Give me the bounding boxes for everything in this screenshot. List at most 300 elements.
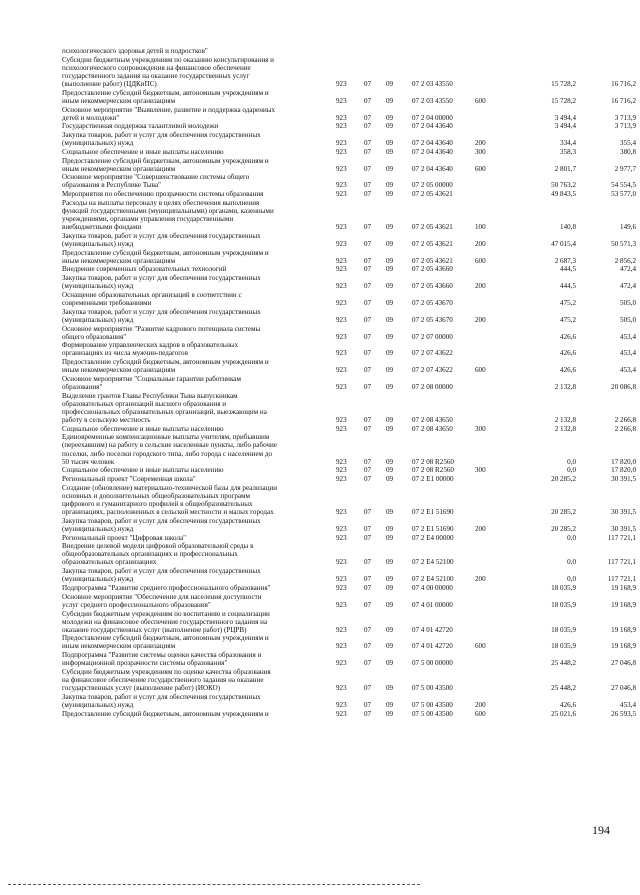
cell-pr: 09: [386, 600, 394, 609]
table-row: [0, 484, 640, 516]
cell-s2: 30 391,5: [611, 524, 636, 533]
row-name-line: Внедрение современных образовательных технологий: [62, 265, 227, 274]
cell-pr: 09: [386, 684, 394, 693]
cell-rz: 07: [364, 298, 372, 307]
row-name: [62, 484, 322, 516]
row-name-line: образования в Республике Тыва": [62, 181, 161, 190]
cell-vr: 200: [475, 282, 486, 291]
cell-rz: 07: [364, 415, 372, 424]
cell-pr: 09: [386, 239, 394, 248]
row-name-line: (муниципальных) нужд: [62, 315, 134, 324]
cell-pr: 09: [386, 366, 394, 375]
cell-s2: 117 721,1: [607, 533, 636, 542]
cell-s2: 2 266,8: [614, 424, 636, 433]
row-name-line: на финансовое обеспечение государственного задания на оказание: [62, 676, 264, 685]
row-name-line: Закупка товаров, работ и услуг для обеспечения государственных: [62, 231, 261, 240]
cell-csr: 07 2 08 00000: [412, 382, 453, 391]
cell-rz: 07: [364, 642, 372, 651]
row-name-line: Основное мероприятие "Социальные гарантии работникам: [62, 374, 241, 383]
table-row: [0, 634, 640, 650]
cell-rz: 07: [364, 239, 372, 248]
table-row: [0, 308, 640, 324]
cell-rz: 07: [364, 466, 372, 475]
cell-s2: 3 713,9: [614, 113, 636, 122]
cell-adm: 923: [336, 466, 347, 475]
cell-rz: 07: [364, 508, 372, 517]
row-name-line: Социальное обеспечение и иные выплаты населению: [62, 466, 224, 475]
row-name: [62, 106, 322, 122]
cell-adm: 923: [336, 524, 347, 533]
cell-s1: 20 285,2: [551, 524, 576, 533]
row-name-line: (муниципальных) нужд: [62, 239, 134, 248]
cell-csr: 07 4 01 42720: [412, 625, 453, 634]
cell-csr: 07 2 08 R2560: [412, 466, 454, 475]
row-name: [62, 693, 322, 709]
cell-s1: 0,0: [567, 558, 576, 567]
cell-s2: 19 168,9: [611, 600, 636, 609]
row-name-line: оказание государственных услуг (выполнение работ) (РЦРВ): [62, 625, 247, 634]
cell-csr: 07 2 05 43621: [412, 256, 453, 265]
cell-csr: 07 2 E4 52100: [412, 558, 454, 567]
cell-pr: 09: [386, 147, 394, 156]
row-name-line: организациях, расположенных в сельской местности и малых городах: [62, 508, 274, 517]
cell-csr: 07 2 E1 51690: [412, 524, 454, 533]
row-name-line: государственных услуг (выполнение работ) (ИОКО): [62, 684, 221, 693]
cell-csr: 07 5 00 43500: [412, 709, 453, 718]
row-name-line: психологического сопровождения на финансовое обеспечение: [62, 63, 251, 72]
cell-adm: 923: [336, 584, 347, 592]
cell-adm: 923: [336, 181, 347, 190]
table-row: [0, 584, 640, 592]
row-name-line: услуг среднего профессионального образования": [62, 600, 211, 609]
cell-s2: 17 820,0: [611, 457, 636, 466]
cell-s2: 472,4: [620, 265, 636, 274]
table-row: [0, 274, 640, 290]
cell-pr: 09: [386, 332, 394, 341]
table-row: [0, 47, 640, 55]
cell-pr: 09: [386, 139, 394, 148]
cell-pr: 09: [386, 659, 394, 668]
cell-pr: 09: [386, 642, 394, 651]
row-name-line: иным некоммерческим организациям: [62, 366, 176, 375]
cell-s1: 358,3: [560, 147, 576, 156]
cell-csr: 07 5 00 43500: [412, 684, 453, 693]
row-name-line: Расходы на выплаты персоналу в целях обеспечения выполнения: [62, 198, 260, 207]
row-name-line: Закупка товаров, работ и услуг для обеспечения государственных: [62, 692, 261, 701]
cell-s2: 453,4: [620, 332, 636, 341]
row-name-line: Основное мероприятие "Развитие кадрового потенциала системы: [62, 324, 261, 333]
cell-s1: 334,4: [560, 139, 576, 148]
row-name-line: (муниципальных) нужд: [62, 700, 134, 709]
cell-pr: 09: [386, 533, 394, 542]
table-row: [0, 517, 640, 533]
cell-adm: 923: [336, 239, 347, 248]
cell-pr: 09: [386, 475, 394, 484]
row-name: [62, 173, 322, 189]
cell-vr: 100: [475, 223, 486, 232]
cell-pr: 09: [386, 709, 394, 718]
cell-s1: 25 448,2: [551, 684, 576, 693]
cell-adm: 923: [336, 332, 347, 341]
cell-csr: 07 2 05 43670: [412, 298, 453, 307]
row-name: [62, 341, 322, 357]
row-name: [62, 375, 322, 391]
row-name-line: иным некоммерческим организациям: [62, 642, 176, 651]
cell-adm: 923: [336, 424, 347, 433]
cell-s1: 426,6: [560, 349, 576, 358]
cell-rz: 07: [364, 659, 372, 668]
row-name: [62, 425, 322, 433]
row-name-line: Государственная поддержка талантливой молодежи: [62, 122, 219, 131]
cell-adm: 923: [336, 659, 347, 668]
row-name: [62, 148, 322, 156]
table-row: [0, 651, 640, 667]
cell-csr: 07 2 04 43640: [412, 139, 453, 148]
cell-csr: 07 2 08 R2560: [412, 457, 454, 466]
row-name-line: (выполнение работ) (ЦДКиПС): [62, 79, 157, 88]
cell-pr: 09: [386, 298, 394, 307]
cell-adm: 923: [336, 642, 347, 651]
cell-pr: 09: [386, 415, 394, 424]
cell-s2: 2 856,2: [614, 256, 636, 265]
cell-adm: 923: [336, 190, 347, 199]
row-name-line: Оснащение образовательных организаций в соответствии с: [62, 290, 242, 299]
table-row: [0, 693, 640, 709]
row-name-line: Закупка товаров, работ и услуг для обеспечения государственных: [62, 567, 261, 576]
cell-s2: 472,4: [620, 282, 636, 291]
cell-adm: 923: [336, 79, 347, 88]
cell-adm: 923: [336, 508, 347, 517]
table-row: [0, 341, 640, 357]
cell-csr: 07 2 04 43640: [412, 122, 453, 131]
cell-csr: 07 2 05 43621: [412, 223, 453, 232]
row-name-line: психологического здоровья детей и подростков": [62, 47, 208, 55]
cell-csr: 07 2 04 43640: [412, 164, 453, 173]
cell-adm: 923: [336, 96, 347, 105]
row-name-line: работу в сельскую местность: [62, 415, 151, 424]
row-name-line: Основное мероприятие "Выявление, развитие и поддержка одаренных: [62, 105, 276, 114]
row-name-line: функций государственными (муниципальными) органами, казенными: [62, 206, 274, 215]
row-name-line: общего образования": [62, 332, 127, 341]
cell-rz: 07: [364, 223, 372, 232]
cell-pr: 09: [386, 315, 394, 324]
cell-rz: 07: [364, 524, 372, 533]
cell-adm: 923: [336, 256, 347, 265]
cell-vr: 300: [475, 147, 486, 156]
cell-csr: 07 2 E1 00000: [412, 475, 454, 484]
row-name-line: Предоставление субсидий бюджетным, автономным учреждениям и: [62, 88, 269, 97]
cell-rz: 07: [364, 625, 372, 634]
cell-rz: 07: [364, 147, 372, 156]
row-name: [62, 291, 322, 307]
row-name-line: Закупка товаров, работ и услуг для обеспечения государственных: [62, 516, 261, 525]
cell-rz: 07: [364, 349, 372, 358]
row-name-line: Предоставление субсидий бюджетным, автономным учреждениям и: [62, 358, 269, 367]
cell-s1: 50 763,2: [551, 181, 576, 190]
cell-adm: 923: [336, 575, 347, 584]
row-name-line: основных и дополнительных общеобразовательных программ: [62, 491, 250, 500]
cell-s1: 25 021,6: [551, 709, 576, 718]
row-name: [62, 308, 322, 324]
cell-adm: 923: [336, 113, 347, 122]
cell-s1: 47 015,4: [551, 239, 576, 248]
cell-pr: 09: [386, 700, 394, 709]
row-name: [62, 232, 322, 248]
row-name-line: Закупка товаров, работ и услуг для обеспечения государственных: [62, 131, 261, 139]
cell-adm: 923: [336, 600, 347, 609]
cell-s2: 149,6: [620, 223, 636, 232]
cell-rz: 07: [364, 684, 372, 693]
cell-pr: 09: [386, 122, 394, 131]
cell-s1: 2 132,8: [554, 424, 576, 433]
row-name: [62, 466, 322, 474]
table-row: [0, 325, 640, 341]
row-name: [62, 56, 322, 88]
table-row: [0, 157, 640, 173]
cell-s1: 0,0: [567, 533, 576, 542]
cell-pr: 09: [386, 584, 394, 592]
cell-rz: 07: [364, 190, 372, 199]
row-name-line: общеобразовательных организациях и профессиональных: [62, 550, 238, 559]
cell-s1: 426,6: [560, 332, 576, 341]
cell-s1: 18 035,9: [551, 642, 576, 651]
cell-s2: 453,4: [620, 366, 636, 375]
row-name-line: (муниципальных) нужд: [62, 575, 134, 584]
row-name: [62, 265, 322, 273]
row-name-line: образовательных организациях: [62, 558, 157, 567]
row-name: [62, 274, 322, 290]
cell-s1: 49 843,5: [551, 190, 576, 199]
row-name-line: молодежи на финансовое обеспечение государственного задания на: [62, 617, 268, 626]
cell-pr: 09: [386, 190, 394, 199]
row-name: [62, 190, 322, 198]
table-row: [0, 392, 640, 424]
cell-rz: 07: [364, 700, 372, 709]
cell-s2: 16 716,2: [611, 79, 636, 88]
row-name-line: образовательных организаций высшего образования и: [62, 399, 227, 408]
table-row: [0, 433, 640, 465]
row-name: [62, 392, 322, 424]
row-name-line: образования": [62, 382, 103, 391]
cell-csr: 07 2 E1 51690: [412, 508, 454, 517]
row-name: [62, 433, 322, 465]
row-name-line: Региональный проект "Цифровая школа": [62, 533, 187, 542]
row-name-line: Выделение грантов Главы Республики Тыва выпускникам: [62, 391, 238, 400]
cell-adm: 923: [336, 122, 347, 131]
cell-rz: 07: [364, 164, 372, 173]
cell-adm: 923: [336, 164, 347, 173]
cell-s1: 0,0: [567, 457, 576, 466]
cell-csr: 07 5 00 00000: [412, 659, 453, 668]
cell-pr: 09: [386, 96, 394, 105]
table-row: [0, 89, 640, 105]
cell-adm: 923: [336, 709, 347, 718]
cell-s2: 453,4: [620, 349, 636, 358]
cell-vr: 200: [475, 700, 486, 709]
table-row: [0, 668, 640, 692]
cell-adm: 923: [336, 382, 347, 391]
cell-s2: 16 716,2: [611, 96, 636, 105]
row-name: [62, 593, 322, 609]
cell-s2: 19 168,9: [611, 642, 636, 651]
row-name-line: Подпрограмма "Развитие системы оценки качества образования и: [62, 651, 262, 660]
cell-s2: 2 977,7: [614, 164, 636, 173]
row-name-line: Субсидии бюджетным учреждениям по воспитанию и социализации: [62, 609, 270, 618]
cell-csr: 07 2 03 43550: [412, 96, 453, 105]
cell-csr: 07 2 05 43621: [412, 190, 453, 199]
table-row: [0, 199, 640, 231]
cell-rz: 07: [364, 575, 372, 584]
cell-pr: 09: [386, 575, 394, 584]
cell-vr: 200: [475, 315, 486, 324]
cell-rz: 07: [364, 709, 372, 718]
cell-pr: 09: [386, 256, 394, 265]
row-name: [62, 47, 322, 55]
cell-s1: 426,6: [560, 700, 576, 709]
cell-vr: 600: [475, 366, 486, 375]
cell-csr: 07 4 01 00000: [412, 600, 453, 609]
row-name: [62, 131, 322, 147]
cell-s1: 20 285,2: [551, 475, 576, 484]
table-row: [0, 122, 640, 130]
cell-s1: 18 035,9: [551, 600, 576, 609]
row-name: [62, 249, 322, 265]
row-name: [62, 199, 322, 231]
cell-pr: 09: [386, 457, 394, 466]
table-row: [0, 131, 640, 147]
row-name-line: Основное мероприятие "Совершенствование системы общего: [62, 173, 250, 182]
cell-s2: 355,4: [620, 139, 636, 148]
cell-adm: 923: [336, 533, 347, 542]
cell-s1: 18 035,9: [551, 584, 576, 592]
cell-pr: 09: [386, 282, 394, 291]
cell-s2: 30 391,5: [611, 475, 636, 484]
table-row: [0, 291, 640, 307]
table-row: [0, 375, 640, 391]
row-name-line: Основное мероприятие "Обеспечение для населения доступности: [62, 592, 262, 601]
cell-adm: 923: [336, 265, 347, 274]
cell-csr: 07 2 E4 00000: [412, 533, 454, 542]
cell-s1: 2 687,3: [554, 256, 576, 265]
row-name-line: детей и молодежи": [62, 113, 120, 122]
cell-adm: 923: [336, 315, 347, 324]
cell-s1: 2 132,8: [554, 415, 576, 424]
cell-s2: 453,4: [620, 700, 636, 709]
row-name-line: Мероприятия по обеспечению прозрачности системы образования: [62, 190, 264, 199]
cell-csr: 07 2 03 43550: [412, 79, 453, 88]
row-name: [62, 358, 322, 374]
cell-adm: 923: [336, 700, 347, 709]
table-row: [0, 358, 640, 374]
row-name-line: Социальное обеспечение и иные выплаты населению: [62, 424, 224, 433]
table-row: [0, 542, 640, 566]
row-name-line: Закупка товаров, работ и услуг для обеспечения государственных: [62, 307, 261, 316]
cell-s2: 27 046,8: [611, 684, 636, 693]
cell-adm: 923: [336, 415, 347, 424]
row-name-line: современными требованиями: [62, 298, 152, 307]
cell-s1: 0,0: [567, 575, 576, 584]
cell-s1: 0,0: [567, 466, 576, 475]
cell-rz: 07: [364, 139, 372, 148]
cell-csr: 07 2 04 43640: [412, 147, 453, 156]
row-name-line: Подпрограмма "Развитие среднего профессионального образования": [62, 584, 271, 592]
table-row: [0, 610, 640, 634]
cell-rz: 07: [364, 600, 372, 609]
cell-rz: 07: [364, 558, 372, 567]
cell-s2: 50 571,3: [611, 239, 636, 248]
cell-adm: 923: [336, 282, 347, 291]
row-name-line: Региональный проект "Современная школа": [62, 475, 196, 484]
cell-rz: 07: [364, 584, 372, 592]
cell-rz: 07: [364, 122, 372, 131]
cell-vr: 200: [475, 524, 486, 533]
row-name-line: Закупка товаров, работ и услуг для обеспечения государственных: [62, 274, 261, 283]
cell-rz: 07: [364, 96, 372, 105]
cell-s1: 426,6: [560, 366, 576, 375]
table-row: [0, 265, 640, 273]
cell-rz: 07: [364, 475, 372, 484]
cell-s1: 2 132,8: [554, 382, 576, 391]
cell-rz: 07: [364, 382, 372, 391]
cell-rz: 07: [364, 79, 372, 88]
cell-s2: 17 820,0: [611, 466, 636, 475]
cell-s2: 27 046,8: [611, 659, 636, 668]
row-name-line: Предоставление субсидий бюджетным, автономным учреждениям и: [62, 709, 269, 718]
cell-pr: 09: [386, 558, 394, 567]
cell-s2: 53 577,0: [611, 190, 636, 199]
row-name-line: (муниципальных) нужд: [62, 139, 134, 148]
cell-adm: 923: [336, 558, 347, 567]
row-name-line: Внедрение целевой модели цифровой образовательной среды в: [62, 542, 254, 551]
cell-vr: 600: [475, 256, 486, 265]
cell-rz: 07: [364, 282, 372, 291]
row-name: [62, 517, 322, 533]
cell-pr: 09: [386, 508, 394, 517]
row-name-line: Единовременные компенсационные выплаты учителям, прибывшим: [62, 433, 270, 442]
cell-s1: 3 494,4: [554, 113, 576, 122]
cell-s1: 25 448,2: [551, 659, 576, 668]
table-row: [0, 710, 640, 718]
table-row: [0, 593, 640, 609]
row-name: [62, 475, 322, 483]
cell-csr: 07 4 01 42720: [412, 642, 453, 651]
cell-csr: 07 2 05 43670: [412, 315, 453, 324]
cell-pr: 09: [386, 79, 394, 88]
cell-pr: 09: [386, 524, 394, 533]
cell-s2: 117 721,1: [607, 558, 636, 567]
row-name-line: Формирование управленческих кадров в образовательных: [62, 341, 239, 350]
cell-s2: 20 086,8: [611, 382, 636, 391]
table-row: [0, 56, 640, 88]
row-name-line: информационной прозрачности системы образования": [62, 659, 228, 668]
cell-pr: 09: [386, 223, 394, 232]
table-row: [0, 425, 640, 433]
cell-adm: 923: [336, 223, 347, 232]
cell-s1: 444,5: [560, 282, 576, 291]
row-name: [62, 710, 322, 718]
table-row: [0, 466, 640, 474]
cell-pr: 09: [386, 466, 394, 475]
row-name: [62, 534, 322, 542]
row-name-line: 50 тысяч человек: [62, 457, 115, 466]
row-name-line: (муниципальных) нужд: [62, 524, 134, 533]
cell-rz: 07: [364, 366, 372, 375]
cell-csr: 07 4 00 00000: [412, 584, 453, 592]
table-row: [0, 567, 640, 583]
table-row: [0, 232, 640, 248]
cell-csr: 07 2 07 43622: [412, 366, 453, 375]
cell-csr: 07 2 05 00000: [412, 181, 453, 190]
